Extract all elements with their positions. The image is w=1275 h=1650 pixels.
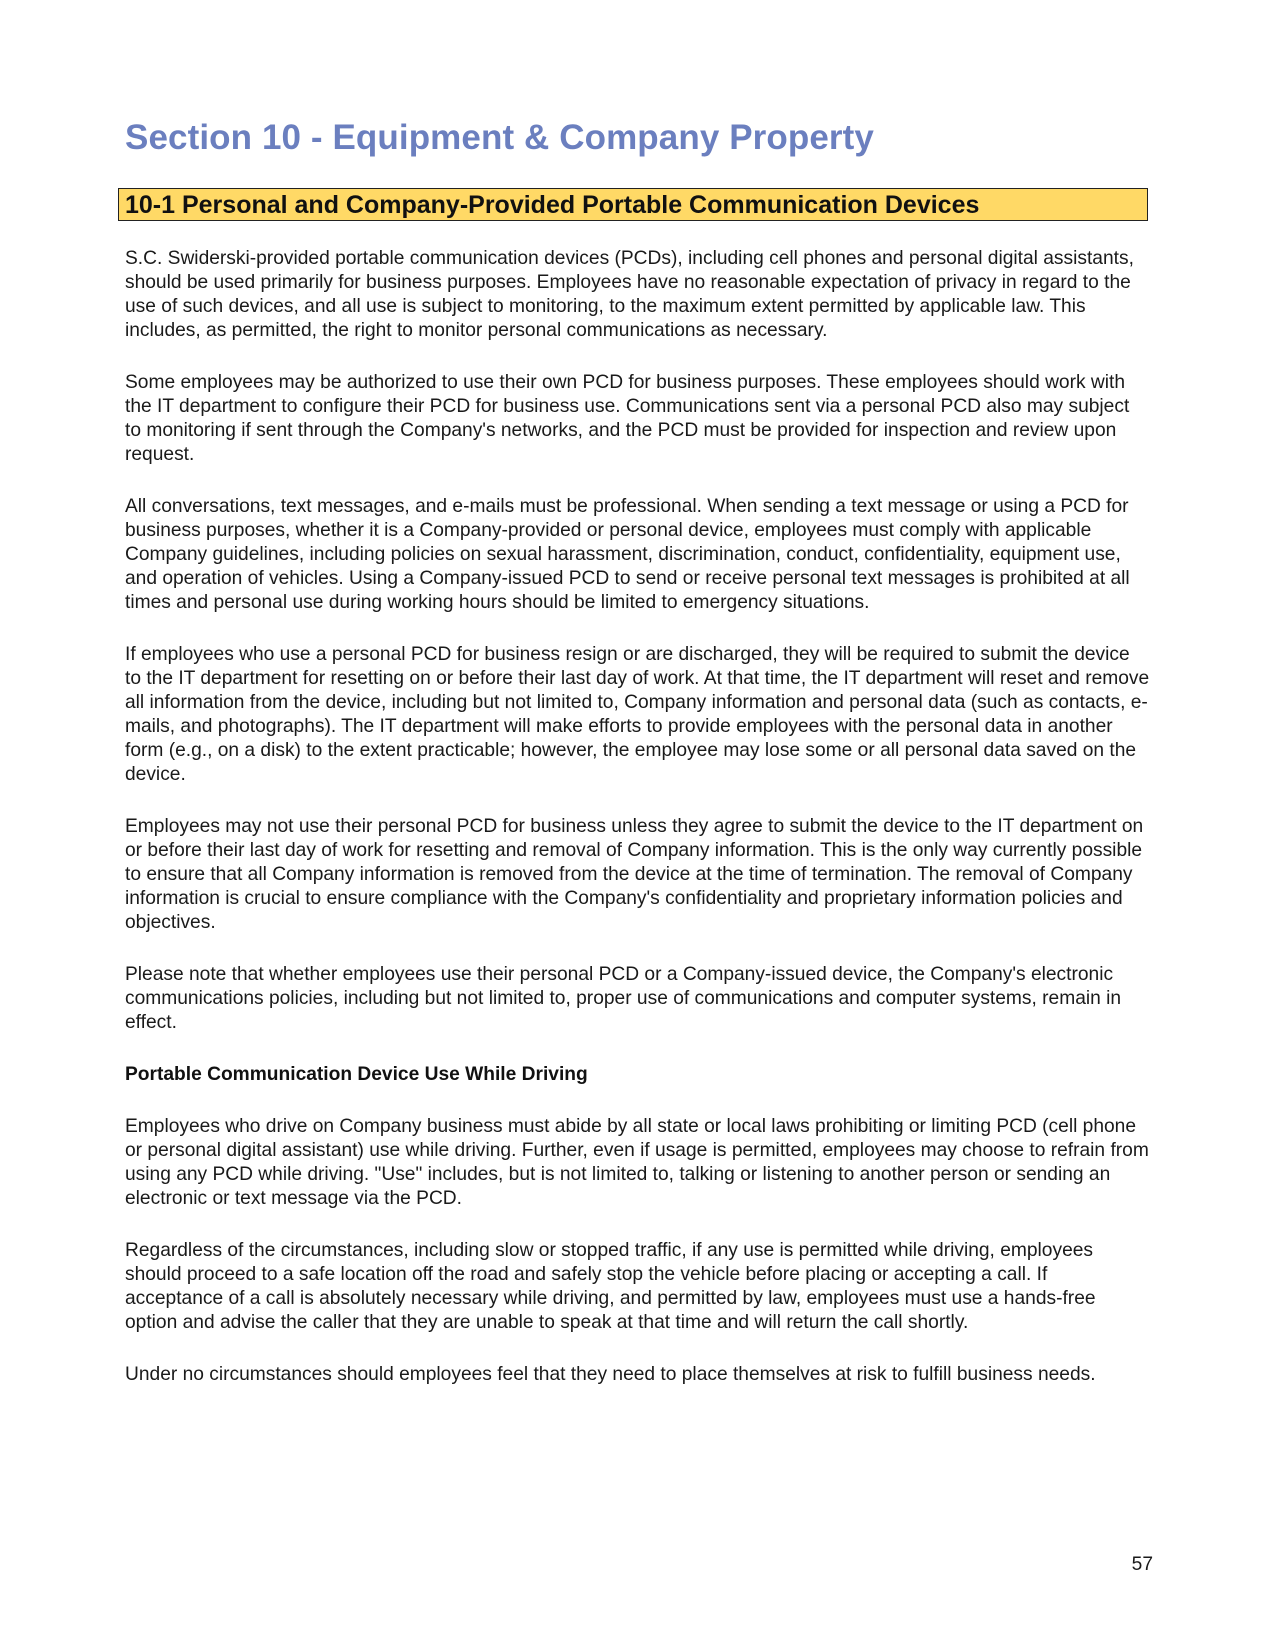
document-body: [125, 247, 1150, 1387]
subsection-title: 10-1 Personal and Company-Provided Portable Communication Devices: [125, 190, 980, 219]
paragraph-driving-laws: Employees who drive on Company business must abide by all state or local laws prohibiting or limiting PCD (cell phone or personal digital assistant) use while driving. Further, even if usage is permitted, employees may choose to refrain from using any PCD while driving. "Use" includes, but is not limited to, talking or listening to another person or sending an electronic or text message via the PCD.: [125, 1116, 1149, 1209]
section-title: Section 10 - Equipment & Company Property: [125, 118, 874, 157]
paragraph-electronic-policies: Please note that whether employees use their personal PCD or a Company-issued device, the Company's electronic communications policies, including but not limited to, proper use of communications and computer systems, remain in effect.: [125, 964, 1122, 1033]
subsection-header-box: [118, 188, 1148, 221]
page-number: 57: [1131, 1554, 1153, 1575]
driving-subheading: Portable Communication Device Use While Driving: [125, 1064, 588, 1085]
paragraph-resignation-device-reset: If employees who use a personal PCD for business resign or are discharged, they will be required to submit the device to the IT department for resetting on or before their last day of work. At that time, the IT department will reset and remove all information from the device, including but not limited to, Company information and personal data (such as contacts, e-mails, and photographs). The IT department will make efforts to provide employees with the personal data in another form (e.g., on a disk) to the extent practicable; however, the employee may lose some or all personal data saved on the device.: [125, 644, 1150, 785]
paragraph-personal-pcd-authorization: Some employees may be authorized to use their own PCD for business purposes. These employees should work with the IT department to configure their PCD for business use. Communications sent via a personal PCD also may subject to monitoring if sent through the Company's networks, and the PCD must be provided for inspection and review upon request.: [125, 372, 1130, 465]
paragraph-personal-pcd-agreement: Employees may not use their personal PCD for business unless they agree to submit the device to the IT department on or before their last day of work for resetting and removal of Company information. This is the only way currently possible to ensure that all Company information is removed from the device at the time of termination. The removal of Company information is crucial to ensure compliance with the Company's confidentiality and proprietary information policies and objectives.: [125, 816, 1144, 933]
paragraph-company-pcd-use: S.C. Swiderski-provided portable communication devices (PCDs), including cell phones and personal digital assistants, should be used primarily for business purposes. Employees have no reasonable expectation of privacy in regard to the use of such devices, and all use is subject to monitoring, to the maximum extent permitted by applicable law. This includes, as permitted, the right to monitor personal communications as necessary.: [125, 248, 1134, 341]
document-page: [125, 118, 1150, 1415]
paragraph-no-risk: Under no circumstances should employees feel that they need to place themselves at risk to fulfill business needs.: [125, 1364, 1096, 1385]
paragraph-safe-location: Regardless of the circumstances, including slow or stopped traffic, if any use is permitted while driving, employees should proceed to a safe location off the road and safely stop the vehicle before placing or accepting a call. If acceptance of a call is absolutely necessary while driving, and permitted by law, employees must use a hands-free option and advise the caller that they are unable to speak at that time and will return the call shortly.: [125, 1240, 1096, 1333]
paragraph-professional-communications: All conversations, text messages, and e-mails must be professional. When sending a text message or using a PCD for business purposes, whether it is a Company-provided or personal device, employees must comply with applicable Company guidelines, including policies on sexual harassment, discrimination, conduct, confidentiality, equipment use, and operation of vehicles. Using a Company-issued PCD to send or receive personal text messages is prohibited at all times and personal use during working hours should be limited to emergency situations.: [125, 496, 1130, 613]
